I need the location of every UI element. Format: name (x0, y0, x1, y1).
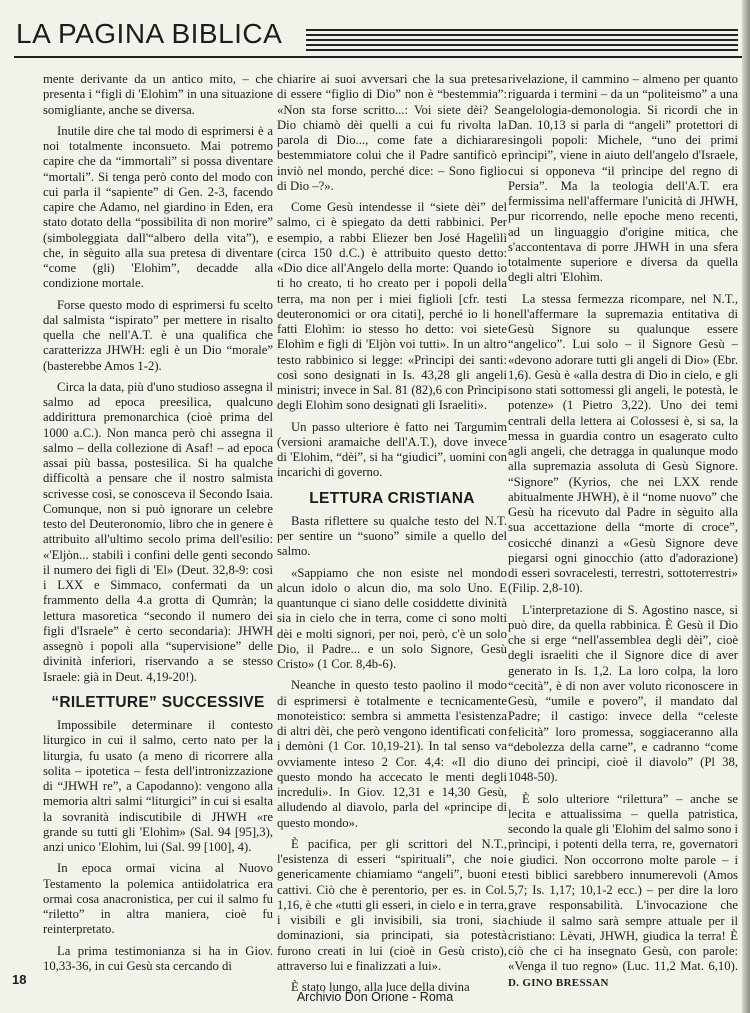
page-header (14, 16, 742, 60)
paragraph: Neanche in questo testo paolino il modo di esprimersi è totalmente e tecnicamente monoteistico: sembra si ammetta l'esistenza di altri dèi, che però vengono identificati con i demòni (1 Cor. 10,19-21). In tal senso va ovviamente inteso 2 Cor. 4,4: «Il dio di questo mondo ha accecato le menti degli increduli». In Giov. 12,31 e 14,30 Gesù, alludendo al diavolo, parla del «principe di questo mondo». (277, 678, 507, 830)
paragraph: Impossibile determinare il contesto liturgico in cui il salmo, certo nato per la liturgia, fu usato (a meno di ricorrere alla solita – ipotetica – festa dell'intronizzazione di “JHWH re”, a Capodanno): vengono alla memoria altri salmi “liturgici” in cui si esalta la sovranità indiscutibile di JHWH «re grande su tutti gli 'Elohìm» (Sal. 94 [95],3), anzi unico 'Elohìm, lui (Sal. 99 [100], 4). (43, 718, 273, 854)
paragraph: La stessa fermezza ricompare, nel N.T., nell'affermare la supremazia entitativa di Gesù Signore su qualunque essere “angelico”. Lui solo – il Signore Gesù – «devono adorare tutti gli angeli di Dio» (Ebr. 1,6). Gesù è «alla destra di Dio in cielo, e gli sono stati sottomessi gli angeli, le potestà, le potenze» (1 Pietro 3,22). Uno dei temi centrali della lettera ai Colossesi è, si sa, la messa in guardia contro un esagerato culto agli angeli, che detragga in qualunque modo alla supremazia assoluta di Gesù Signore. “Signore” (Kyrios, che nei LXX rende abitualmente JHWH), è il “nome nuovo” che Gesù ha ricevuto dal Padre in sèguito alla sua accettazione della “morte di croce”, cosicché dinanzi a «Gesù Signore deve piegarsi ogni ginocchio (atto d'adorazione) di esseri sovracelesti, terrestri, sottoterrestri» (Filip. 2,8-10). (508, 291, 738, 596)
header-rule (14, 56, 742, 58)
paragraph: In epoca ormai vicina al Nuovo Testamento la polemica antiidolatrica era ormai cosa anacronistica, per cui il salmo fu “riletto” in altra maniera, cioè fu reinterpretato. (43, 861, 273, 937)
column-2 (277, 72, 507, 1001)
column-1 (43, 72, 273, 980)
author-signature: D. GINO BRESSAN (508, 976, 609, 989)
page-title: LA PAGINA BIBLICA (16, 18, 283, 49)
paragraph: È stato lungo, alla luce della divina (291, 980, 470, 994)
scan-edge-shadow (742, 0, 750, 1013)
paragraph: chiarire ai suoi avversari che la sua pretesa di essere “figlio di Dio” non è “bestemmia”: «Non sta forse scritto...: Voi siete dèi? Se Dio chiamò dèi quelli a cui fu rivolta la parola di Dio..., come fate a dichiarare bestemmiatore colui che il Padre santificò e inviò nel mondo, perché dice: – Sono figlio di Dio –?». (277, 72, 507, 193)
paragraph: Inutile dire che tal modo di esprimersi è a noi totalmente inconsueto. Mai potremo capire che da “immortali” si possa diventare “mortali”. Si tenga però conto del modo con cui parla il “sapiente” di Gen. 2-3, facendo capire che Adamo, nel giardino in Eden, era stato dotato della “possibilita di non morire” (simboleggiata dall'“albero della vita”), e che, in sèguito alla sua pretesa di diventare “come (gli) 'Elohìm”, decadde alla condizione mortale. (43, 123, 273, 291)
paragraph-text: È solo ulteriore “rilettura” – anche se lecita e attualissima – quella patristica, secondo la quale gli 'Elohìm del salmo sono i prìncipi, i potenti della terra, re, governatori e giudici. Non occorrono molte parole – i testi biblici sarebbero innumerevoli (Amos 5,7; Is. 1,17; 10,1-2 ecc.) – per dire la loro grave responsabilità. L'invocazione che chiude il salmo sarà sempre attuale per il cristiano: Lèvati, JHWH, giudica la terra! È ciò che ci ha insegnato Gesù, con parole: «Venga il tuo regno» (Luc. 11,2 Mat. 6,10). (508, 791, 738, 974)
header-decorative-lines (306, 29, 738, 51)
paragraph: «Sappiamo che non esiste nel mondo alcun idolo o alcun dio, ma solo Uno. E quantunque ci siano delle cosiddette divinità sia in cielo che in terra, come ci sono molti dèi e molti signori, per noi, però, c'è un solo Dio, il Padre... e un solo Signore, Gesù Cristo» (1 Cor. 8,4b-6). (277, 565, 507, 671)
paragraph: mente derivante da un antico mito, – che presenta i “figli di 'Elohìm” in una situazione somigliante, anche se diversa. (43, 72, 273, 117)
paragraph: Basta riflettere su qualche testo del N.T. per sentire un “suono” simile a quello del salmo. (277, 513, 507, 559)
paragraph: Forse questo modo di esprimersi fu scelto dal salmista “ispirato” per mettere in risalto quella che nell'A.T. è una qualifica che caratterizza JHWH: egli è un Dio “morale” (basterebbe Amos 1-2). (43, 297, 273, 373)
paragraph: Un passo ulteriore è fatto nei Targumìm (versioni aramaiche dell'A.T.), dove invece di 'Elohìm, “dèi”, si ha “giudici”, uomini con incarichi di governo. (277, 419, 507, 480)
page-number: 18 (12, 972, 27, 987)
section-heading: “RILETTURE” SUCCESSIVE (51, 693, 265, 711)
paragraph: L'interpretazione di S. Agostino nasce, si può dire, da quella rabbinica. È Gesù il Dio che si erge “nell'assemblea degli dèi”, cioè degli israeliti che il Signore dice di aver generato in Is. 1,2. La loro colpa, la loro “cecità”, è di non aver voluto riconoscere in Gesù, “umile e povero”, il mandato dal Padre; il castigo: invece della “celeste felicità” loro promessa, soggiaceranno alla “debolezza della carne”, e cadranno “come uno dei prìncipi, cioè il diavolo” (Pl 38, 1048-50). (508, 602, 738, 785)
paragraph (508, 792, 738, 991)
paragraph: Come Gesù intendesse il “siete dèi” del salmo, ci è spiegato da detti rabbinici. Per esempio, a rabbi Eliezer ben José Hagelìlì (circa 150 d.C.) è attribuito questo detto: «Dio dice all'Angelo della morte: Quando io ti ho creato, ti ho creato per i popoli della terra, ma non per i miei figlioli [cfr. testi deuteronomici or ora citati], perché io li ho fatti Elohìm: io stesso ho detto: voi siete Elohìm e figli di 'Eljòn voi tutti». In un altro testo rabbinico si legge: «Prìncipi dei santi: così sono designati in Is. 43,28 gli angeli ministri; invece in Sal. 81 (82),6 con Prìncipi degli Elohìm sono designati gli Israeliti». (277, 200, 507, 413)
paragraph: È pacifica, per gli scrittori del N.T., l'esistenza di esseri “spirituali”, che noi genericamente chiamiamo “angeli”, buoni e cattivi. Ciò che è perentorio, per es. in Col. 1,16, è che «tutti gli esseri, in cielo e in terra, i visibili e gli invisibili, sia troni, sia dominazioni, sia principati, sia potestà furono creati in lui (cioè in Gesù cristo), attraverso lui e finalizzati a lui». (277, 836, 507, 973)
paragraph: rivelazione, il cammino – almeno per quanto riguarda i termini – da un “politeismo” a una angelologia-demonologia. Si ricordi che in Dan. 10,13 si parla di “angeli” protettori di singoli popoli: Michele, “uno dei primi prìncipi”, viene in aiuto dell'angelo d'Israele, cui si opponeva “il prìncipe del regno di Persia”. Ma la teologia dell'A.T. era fermissima nell'affermare l'unicità di JHWH, pur ricorrendo, nelle epoche meno recenti, ad un linguaggio d'origine mitica, che s'accontentava di porre JHWH in una sfera totalmente superiore e diversa da quella degli altri 'Elohìm. (508, 72, 738, 285)
column-3 (508, 72, 738, 997)
archive-footer: Archivio Don Orione - Roma (296, 990, 454, 1004)
paragraph: Circa la data, più d'uno studioso assegna il salmo ad epoca preesilica, qualcuno addirittura premonarchica (cioè prima del 1000 a.C.). Non manca però chi assegna il salmo – della collezione di Asaf! – ad epoca assai più bassa, postesilica. Si ha qualche difficoltà a pensare che il nostro salmista scrivesse così, se conosceva il Secondo Isaia. Comunque, non si può ignorare un celebre testo del Deuteronomio, libro che in genere è attribuito all'ultimo secolo prima dell'esilio: «'Eljòn... stabilì i confini delle genti secondo il numero dei figli di 'El» (Deut. 32,8-9: così i LXX e Simmaco, confermati da un frammento della 4.a grotta di Qumràn; la lettura masoretica “secondo il numero dei figli d'Israele” è certo secondaria): JHWH assegnò i popoli alla “supervisione” delle divinità inferiori, riservando a se stesso Israele: già in Deut. 4,19-20!). (43, 379, 273, 684)
paragraph: La prima testimonianza si ha in Giov. 10,33-36, in cui Gesù sta cercando di (43, 943, 273, 973)
section-heading: LETTURA CRISTIANA (309, 489, 475, 507)
